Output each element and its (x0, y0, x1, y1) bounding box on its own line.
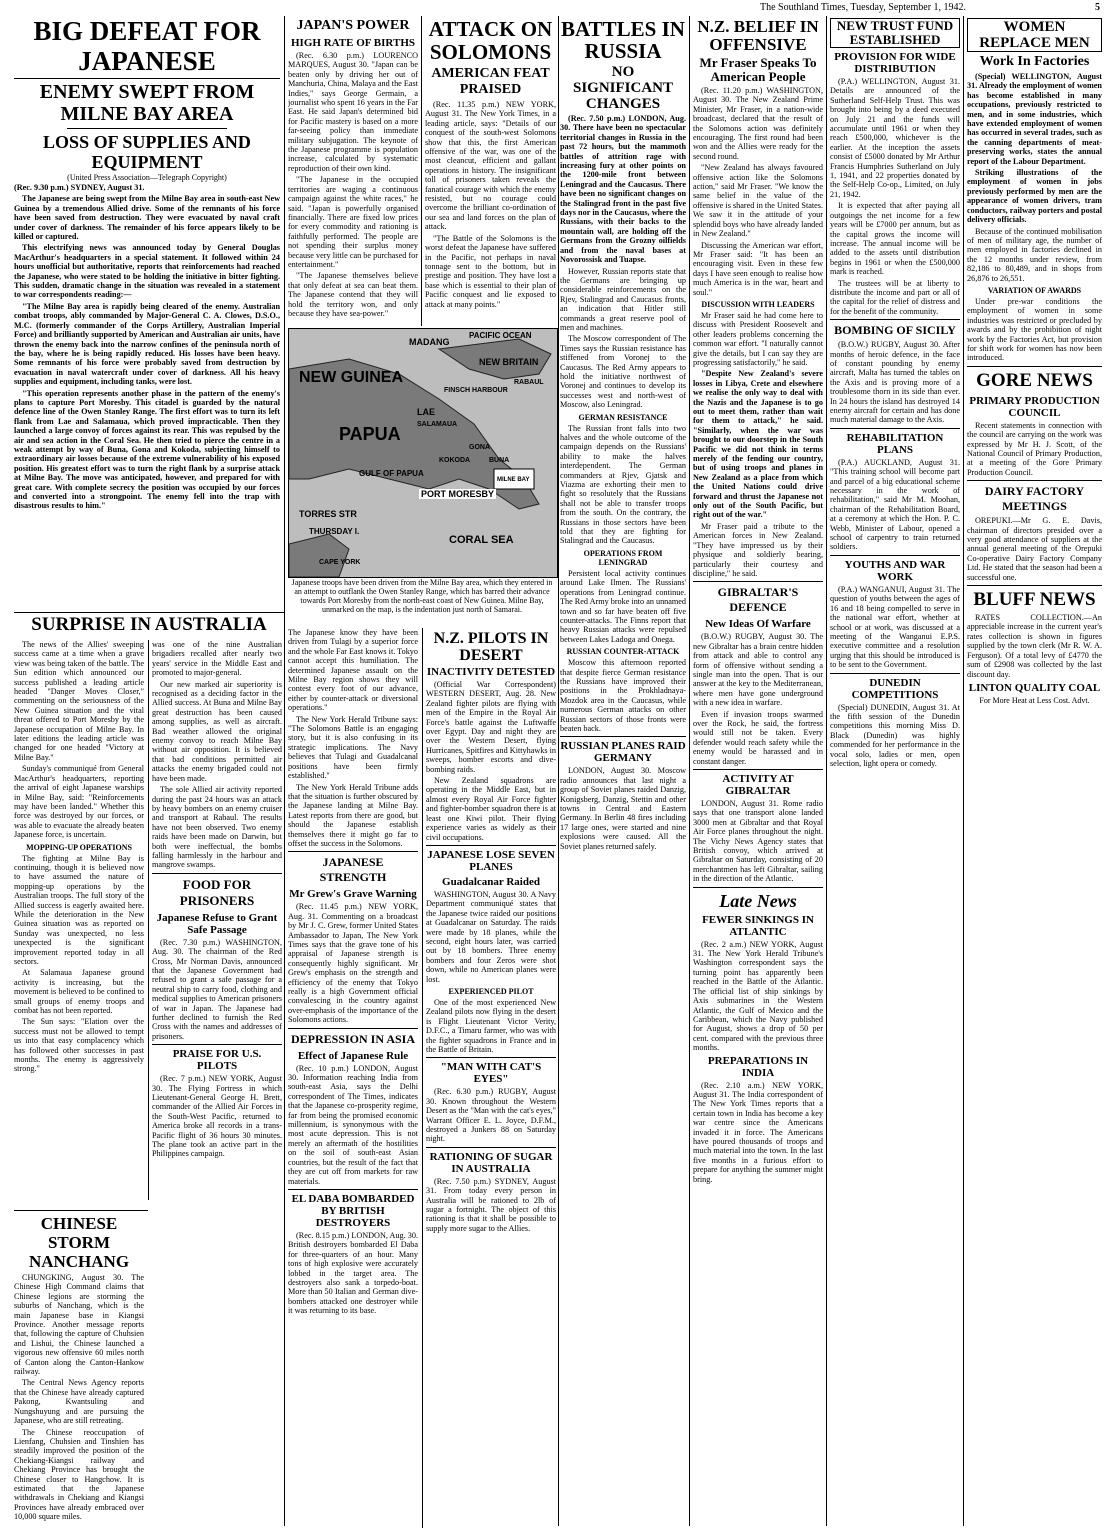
attack-paragraph: (Rec. 11.35 p.m.) NEW YORK, August 31. The New York Times, in a leading article, says: "Details of our conquest of the south-west Solomons show that this, the first American offensive of the war, was one of the most cleancut, efficient and gallant operations in history. The insignificant toll of prisoners taken reveals the fanatical courage with which the enemy resisted, but no courage could overcome the brilliant co-ordination of our sea and land forces on the plan of attack. (425, 100, 556, 232)
nz-pilots-headline: N.Z. PILOTS IN DESERT (433, 630, 549, 664)
lead-paragraph: "This operation represents another phase in the pattern of the enemy's plans to capture Port Moresby. This citadel is guarded by the natural defence line of the Owen Stanley Range. The first effort was to turn its left flank from Lae and Salamaua, which proved impracticable. Then they launched a large convoy of forces against its rear. This was repulsed by the air and sea action in the Coral Sea. He then tried to pierce the centre in a weak attempt by way of Buna, Gona and Kokoda, subjecting himself to extraordinary air losses because of the extreme vulnerability of his exposed position. His greatest effort was to turn the right flank by a surprise attack at Milne Bay. The move was anticipated, however, and prepared for with great care. With complete secrecy the position was occupied by our forces and converted into a strongpoint. The enemy fell into the trap with disastrous results to him." (14, 388, 280, 511)
nz-belief-headline: N.Z. BELIEF IN OFFENSIVE (697, 17, 819, 54)
solomons-paragraph: The Japanese know they have been driven from Tulagi by a superior force and the whole Far East knows it. Tokyo cannot accept this humiliation. The determined Japanese assault on the Milne Bay region shows they will contest every foot of our advance, either by counter-attack or diversional operations." (288, 628, 418, 713)
surprise-paragraph: The sole Allied air activity reported during the past 24 hours was an attack by heavy bombers on an enemy cruiser and transport at Rabaul. The results have not been observed. Two enemy raids have been made on Darwin, but both were ineffectual, the bombs falling harmlessly in the harbour and mangrove swamps. (152, 785, 282, 870)
map-label: PACIFIC OCEAN (469, 331, 532, 340)
trust-paragraph: It is expected that after paying all outgoings the net income for a few years will be £7000 per annum, but as the capital grows the income will increase. The annual income will be added to the assets until distribution begins in 1961 or when the £500,000 mark is reached. (830, 201, 960, 277)
subhead-mopping-up: MOPPING-UP OPERATIONS (26, 842, 132, 852)
nz-belief-paragraph: (Rec. 11.20 p.m.) WASHINGTON, August 30. The New Zealand Prime Minister, Mr Fraser, in a nation-wide broadcast, declared that the result of the Solomons action was definitely encouraging. The first round had been won and the Allies were ready for the second round. (693, 86, 823, 161)
trust-subheadline: PROVISION FOR WIDE DISTRIBUTION (834, 51, 956, 75)
surprise-col-b (152, 640, 282, 1290)
map-label: KOKODA (439, 457, 471, 464)
activity-headline: ACTIVITY AT GIBRALTAR (722, 773, 794, 797)
map-caption: Japanese troops have been driven from the Milne Bay area, which they entered in an attempt to outflank the Owen Stanley Range, which has barred their advance towards Port Moresby from the north-east coast of New Guinea. Milne Bay, unmarked on the map, is the indentation just north of Samarai. (291, 578, 553, 614)
col2-lower-left (288, 628, 418, 1526)
japanese-lose-paragraph: WASHINGTON, August 30. A Navy Department communiqué states that the Japanese twice raided our positions at Guadalcanar on Saturday. The raids were made by 18 planes, while the second, eight hours later, was carried out by 18 bombers. Three enemy bombers and four Zeros were shot down, while no American planes were lost. (426, 889, 556, 984)
preparations-headline: PREPARATIONS IN INDIA (707, 1054, 809, 1079)
cats-eyes-paragraph: (Rec. 6.30 p.m.) RUGBY, August 30. Known throughout the Western Desert as the "Man with the cat's eyes," Warrant Officer E. L. Joyce, D.F.M., destroyed a Junkers 88 on Saturday night. (426, 1087, 556, 1144)
trust-headline: NEW TRUST FUND ESTABLISHED (830, 18, 960, 48)
chinese-paragraph: CHUNGKING, August 30. The Chinese High Command claims that Chinese legions are storming the suburbs of Nanchang, which is the main Japanese base in Kiangsi Province. Another message reports that, following the capture of Chuhsien and Lishui, the Chinese launched a vigorous new offensive 60 miles north of Canton along the Canton-Hankow railway. (14, 1273, 144, 1377)
raid-headline: RUSSIAN PLANES RAID GERMANY (560, 740, 686, 765)
bombing-sicily-paragraph: (B.O.W.) RUGBY, August 30. After months of heroic defence, in the face of constant pounding by enemy aircraft, Malta has turned the tables on the Axis and is proving more of a troublesome thorn in its side than ever. In 24 hours the island has destroyed 14 enemy aircraft for certain and has done much material damage to the Axis. (830, 340, 960, 425)
women-replace-story (967, 16, 1102, 1526)
masthead (0, 2, 1114, 16)
chinese-headline: CHINESE STORM NANCHANG (28, 1214, 130, 1271)
nz-belief-subheadline: Mr Fraser Speaks To American People (699, 55, 817, 84)
solomons-story (425, 16, 556, 326)
dairy-paragraph: OREPUKI.—Mr G. E. Davis, chairman of directors presided over a very good attendance of suppliers at the annual general meeting of the Orepuki Co-operative Dairy Factory Company Ltd. He stated that the season had been a successful one. (967, 516, 1102, 582)
discussion-paragraph: Mr Fraser said he had come here to discuss with President Roosevelt and other leaders problems concerning the common war effort. "I naturally cannot give the details, but I can say they are progressing satisfactorily," he said. (693, 310, 823, 367)
strength-headline: JAPANESE STRENGTH (319, 855, 387, 885)
preparations-paragraph: (Rec. 2.10 a.m.) NEW YORK, August 31. The India correspondent of The New York Times reports that a certain town in India has become a key war centre since the Americans invaded it in force. The Americans have poured thousands of troops and much material into the town. In the last five months in a furious effort to prepare for anything the summer might bring. (693, 1080, 823, 1184)
surprise-paragraph: Sunday's communiqué from General MacArthur's headquarters, reporting the arrival of eight Japanese warships in Milne Bay, said: "Reinforcements may have been landed." Whether this force was destroyed by our forces, or was able to evacuate the already beaten Japanese force, is uncertain. (14, 764, 144, 840)
lead-paragraph: The Japanese are being swept from the Milne Bay area in south-east New Guinea by a tremendous Allied drive. Some of the remnants of his force have been saved from destruction. They were evacuated by naval craft under cover of darkness. The remainder of his force appears likely to be killed or captured. (14, 194, 280, 242)
el-daba-headline: EL DABA BOMBARDED BY BRITISH DESTROYERS (291, 1192, 415, 1229)
map-label: THURSDAY I. (309, 527, 360, 536)
map-label: TORRES STR (299, 509, 357, 519)
gibraltar-subheadline: New Ideas Of Warfare (705, 618, 811, 631)
surprise-paragraph: The fighting at Milne Bay is continuing, though it is believed now to have assumed the nature of mopping-up operations by the Australian troops. The full story of the Allied success is eagerly awaited here. While the deterioration in the New Guinea situation was as reported on Sunday was unexpected, no less unexpected is the significant improvement reported today in all sectors. (14, 853, 144, 966)
gore-subheadline: PRIMARY PRODUCTION COUNCIL (969, 394, 1100, 419)
power-headline: JAPAN'S POWER (296, 18, 410, 33)
youths-headline: YOUTHS AND WAR WORK (844, 558, 946, 583)
japanese-lose-subheadline: Guadalcanar Raided (442, 875, 540, 888)
nz-pilots-subheadline: INACTIVITY DETESTED (426, 666, 556, 678)
surprise-paragraph: At Salamaua Japanese ground activity is increasing, but the movement is believed to be confined to small groups of enemy troops and combat has not been reported. (14, 968, 144, 1016)
new-guinea-map (288, 328, 558, 578)
trust-paragraph: The trustees will be at liberty to distribute the income and part or all of the capital for the relief of distress and for the benefit of the community. (830, 278, 960, 316)
surprise-paragraph: The Sun says: "Elation over the success must not be allowed to tempt us into that easy complacency which has followed other successes in past months. The enemy is aggressively strong." (14, 1017, 144, 1074)
solomons-paragraph: The New York Herald Tribune says: "The Solomons Battle is an engaging story, but it is also confusing in its strategic implications. The Navy believes that Tulagi and Guadalcanal positions have been firmly established." (288, 714, 418, 781)
praise-headline: PRAISE FOR U.S. PILOTS (172, 1048, 262, 1073)
map-label: GONA (469, 444, 490, 451)
lead-dateline: (Rec. 9.30 p.m.) SYDNEY, August 31. (14, 183, 145, 192)
food-paragraph: (Rec. 7.30 p.m.) WASHINGTON, Aug. 30. The chairman of the Red Cross, Mr Norman Davis, announced that the Japanese Government had refused to grant a safe passage for a neutral ship to carry food, clothing and medical supplies to American prisoners of war in Japan. The Japanese had further declined to furnish the Red Cross with the names and addresses of prisoners. (152, 937, 282, 1041)
raid-paragraph: LONDON, August 30. Moscow radio announces that last night a group of Soviet planes raided Danzig, Konigsberg, Danzig, Stettin and other towns in Central and Eastern Germany. In Berlin 48 fires including 17 large ones, were started and nine explosions were caused. All the Soviet planes returned safely. (560, 766, 686, 851)
japan-power-story (288, 16, 418, 326)
power-paragraph: "The Japanese in the occupied territories are waging a continuous campaign against the white races," he said. "Japan is powerfully organised financially. There are fixed low prices for every commodity and rationing is faithfully performed. The people are not spending their surplus money because very little can be purchased for entertainment." (288, 175, 418, 269)
russia-story (560, 16, 686, 1526)
late-news-headline: Late News (719, 890, 797, 911)
depression-headline: DEPRESSION IN ASIA (290, 1031, 416, 1046)
youths-paragraph: (P.A.) WANGANUI, August 31. The question of youths between the ages of 16 and 18 being compelled to serve in the national war effort, whether at school or at work, was discussed at a meeting of the Wanganui E.P.S. executive committee and a resolution urging that this should be introduced is to be sent to the Government. (830, 584, 960, 670)
discussion-subhead: DISCUSSION WITH LEADERS (701, 299, 815, 309)
map-label: RABAUL (514, 379, 544, 386)
power-paragraph: "The Japanese themselves believe that only defeat at sea can beat them. The Japanese contend that they will hold the territory won, and only because they have sea-power." (288, 271, 418, 318)
battles-paragraph: The Moscow correspondent of The Times says the Russian resistance has stiffened from Voronej to the Caucasus. The Red Army appears to hold the initiative northwest of Voronej and continues to develop its successes west and north-west of Moscow, also Leningrad. (560, 334, 686, 410)
gore-news-headline: GORE NEWS (976, 369, 1093, 391)
leningrad-paragraph: Persistent local activity continues around Lake Ilmen. The Russians' operations from Leningrad continue. The Red Army broke into an unnamed town and so far have beaten off five counter-attacks. The Finns report that heavy Russian attacks were repulsed between Lakes Ladoga and Onega. (560, 568, 686, 644)
discussion-paragraph: Mr Fraser paid a tribute to the American forces in New Zealand. "They have impressed us by their physique and soldierly bearing, particularly their courtesy and discipline," he said. (693, 521, 823, 578)
experienced-subhead: EXPERIENCED PILOT (448, 986, 534, 996)
map-label: SALAMAUA (417, 421, 458, 428)
map-label: PORT MORESBY (421, 489, 495, 499)
map-label: NEW BRITAIN (479, 357, 539, 367)
women-paragraph: (Special) WELLINGTON, August 31. Already the employment of women has become established in many occupations, previously restricted to men, and in some industries, which have extended employment of women has occurred in several trades, such as the canning departments of meat-preserving works, states the annual report of the Labour Department. (967, 72, 1102, 166)
leningrad-subhead: OPERATIONS FROM LENINGRAD (583, 548, 663, 567)
resistance-paragraph: The Russian front falls into two halves and the whole outcome of the campaign depends on the Russians' ability to make the halves interdependent. The German commanders at Rjev, Gjatsk and Viazma are exhorting their men to fight so resolutely that the Russians shall not be able to transfer troops from the south. On the contrary, the Russians in those sectors have been told that they are fighting for Stalingrad and the Caucasus. (560, 423, 686, 546)
lead-paragraph: "The Milne Bay area is rapidly being cleared of the enemy. Australian combat troops, ably commanded by Major-General C. A. Clowes, D.S.O., M.C. (formerly commander of the Corps Artillery, Australian Imperial Force) and brilliantly supported by American and Australian air units, have thrown the enemy back into the narrow confines of the peninsula north of the bay, where he is being rapidly reduced. His losses have been heavy. Some remnants of his force were probably saved from destruction by evacuation in naval watercraft under cover of darkness. All his heavy supplies and equipment, including tanks, were lost. (14, 301, 280, 387)
counter-subhead: RUSSIAN COUNTER-ATTACK (566, 647, 680, 657)
attack-headline: ATTACK ON SOLOMONS (428, 17, 553, 64)
sugar-paragraph: (Rec. 7.50 p.m.) SYDNEY, August 31. From today every person in Australia will be rationed to 2lb of sugar a fortnight. The object of this rationing is that it shall be possible to supply more sugar to the Allies. (426, 1176, 556, 1233)
strength-subheadline: Mr Grew's Grave Warning (289, 888, 417, 901)
dunedin-paragraph: (Special) DUNEDIN, August 31. At the fifth session of the Dunedin competitions this morning Miss D. Black (Dunedin) was highly commended for her performance in the vocal solo, ladies or men, open selection, light opera or comedy. (830, 702, 960, 768)
lead-subheadline: ENEMY SWEPT FROM MILNE BAY AREA (39, 81, 255, 125)
experienced-paragraph: One of the most experienced New Zealand pilots now flying in the desert is Flight Lieutenant Victor Verity, D.F.C., a Timaru farmer, who was with the fighter squadrons in France and in the Battle of Britain. (426, 997, 556, 1054)
map-label: FINSCH HARBOUR (444, 387, 508, 394)
battles-paragraph: (Rec. 7.50 p.m.) LONDON, Aug. 30. There have been no spectacular territorial changes in Russia in the past 72 hours, but the mammoth battles of attrition rage with increasing fury at other points on the 1200-mile front between Leningrad and the Caucasus. There have been no significant changes on the Stalingrad front in the past five days nor in the Caucasus, where the Russians, with their backs to the mountain wall, are holding off the Germans from the Grozny oilfields and from the naval bases at Novorossisk and Tuapse. (560, 114, 686, 265)
surprise-headline: SURPRISE IN AUSTRALIA (31, 614, 267, 635)
nz-belief-paragraph: Discussing the American war effort, Mr Fraser said: "It has been an encouraging visit. Even in these few days I have seen enough to realise how much America is in the war, heart and soul." (693, 240, 823, 297)
fewer-sinkings-paragraph: (Rec. 2 a.m.) NEW YORK, August 31. The New York Herald Tribune's Washington correspondent says the turning point has apparently been reached in the Battle of the Atlantic. The official list of ship sinkings by Axis submarines in the Western Atlantic, the Gulf of Mexico and the Caribbean, which the Navy published for August, shows a drop of 50 per cent. compared with the previous three months. (693, 939, 823, 1053)
page-number: 5 (1095, 2, 1100, 13)
lead-paragraph: This electrifying news was announced today by General Douglas MacArthur's headquarters in a special statement. It followed within 24 hours unofficial but authoritative, reports that reinforcements had reached the Japanese, who were stated to be holding the initiative in bitter fighting. This sudden, dramatic change in the situation was revealed in a statement to war correspondents reading:— (14, 243, 280, 300)
map-label: BUNA (489, 457, 510, 464)
women-paragraph: Because of the continued mobilisation of men of military age, the number of men employed in factories declined in the 12 months under review, from 82,186 to 80,489, and in shops from 26,876 to 26,551. (967, 226, 1102, 283)
lead-headline: BIG DEFEAT FOR JAPANESE (33, 16, 261, 76)
gibraltar-paragraph: Even if invasion troops swarmed over the Rock, he said, the fortress would still not be taken. Every defender would reach safety while the enemy would be harassed and in constant danger. (693, 709, 823, 766)
dairy-headline: DAIRY FACTORY MEETINGS (984, 484, 1085, 514)
surprise-paragraph: The news of the Allies' sweeping success came at a time when a grave view was being taken of the battle. The Sun edition which announced our success published a leading article headed "Danger Moves Closer," commenting on the seriousness of the New Guinea situation and the vital threat offered to Port Moresby by the Japanese occupation of Milne Bay. In later editions the leading article was changed for one headed "Victory at Milne Bay." (14, 640, 144, 762)
nz-pilots-paragraph: New Zealand squadrons are operating in the Middle East, but in almost every Royal Air Force fighter and fighter-bomber squadron there is at least one Kiwi pilot. Their flying experience varies as widely as their civil occupations. (426, 776, 556, 842)
map-label: LAE (417, 407, 435, 417)
surprise-paragraph: was one of the nine Australian brigadiers recalled after nearly two years' service in the Middle East and promoted to major-general. (152, 640, 282, 678)
battles-subheadline: NO SIGNIFICANT CHANGES (572, 64, 674, 112)
food-headline: FOOD FOR PRISONERS (179, 876, 255, 908)
sugar-headline: RATIONING OF SUGAR IN AUSTRALIA (429, 1150, 553, 1175)
nz-belief-paragraph: "New Zealand has always favoured offensive action like the Solomons action," said Mr Fraser. "We know the same belief in the value of the offensive is shared in the United States. We saw it in the attitude of your splendid boys who have already landed in New Zealand." (693, 163, 823, 239)
advert-title: LINTON QUALITY COAL (968, 681, 1101, 694)
map-label: GULF OF PAPUA (359, 469, 424, 478)
women-subheadline: Work In Factories (979, 54, 1090, 69)
depression-paragraph: (Rec. 10 p.m.) LONDON, August 30. Information reaching India from south-east Asia, says the Delhi correspondent of The Times, indicates that the Japanese co-prosperity regime, far from being the promised economic millennium, is synonymous with the most acute depression. This is not merely an aftermath of the hostilities on the soil of south-east Asian countries, but the result of the fact that they are cut off from markets for raw materials. (288, 1063, 418, 1186)
praise-paragraph: (Rec. 7 p.m.) NEW YORK, August 30. The Flying Fortress in which Lieutenant-General George H. Brett, commander of the Allied Air Forces in the South-West Pacific, returned to America broke all records in a trans-Pacific flight of 36 hours 30 minutes. The plane took an active part in the Philippines campaign. (152, 1074, 282, 1159)
chinese-paragraph: The Central News Agency reports that the Chinese have already captured Pakong, Kwantsuling and Nungshuyung and are pursuing the Japanese, who are still retreating. (14, 1378, 144, 1426)
nz-belief-story (693, 16, 823, 1526)
power-subheadline: HIGH RATE OF BIRTHS (291, 37, 415, 49)
surprise-paragraph: Our new marked air superiority is recognised as a deciding factor in the Allied success. At Buna and Milne Bay great destruction has been caused among supplies, as well as aircraft. Bad weather allowed the original enemy convoy to reach Milne Bay without air opposition. It is believed that bad conditions permitted air attacks the enemy brigaded could not have been made. (152, 679, 282, 783)
fewer-sinkings-headline: FEWER SINKINGS IN ATLANTIC (702, 913, 814, 938)
cats-eyes-headline: "MAN WITH CAT'S EYES" (440, 1061, 542, 1086)
variation-paragraph: Under pre-war conditions the employment of women in some industries was restricted or precluded by awards and by the prohibition of night work by the Factories Act, but provision for shift work for women has now been introduced. (967, 296, 1102, 363)
rehabilitation-paragraph: (P.A.) AUCKLAND, August 31. "This training school will become part and parcel of a big educational scheme necessary in the work of rehabilitation," said Mr M. Moohan, chairman of the Rehabilitation Board, at a ceremony at which the Hon. P. C. Webb, Minister of Labour, opened a school of carpentry to train returned soldiers. (830, 457, 960, 552)
gore-paragraph: Recent statements in connection with the council are carrying on the work was expressed by Mr H. J. Scott, of the National Council of Primary Production, at a meeting of the Gore Primary Production Council. (967, 420, 1102, 477)
paper-title: The Southland Times, Tuesday, September 1, 1942. (760, 2, 967, 13)
battles-headline: BATTLES IN RUSSIA (561, 17, 685, 63)
lead-story (14, 16, 280, 606)
trust-fund-story (830, 16, 960, 1526)
activity-paragraph: LONDON, August 31. Rome radio says that one transport alone landed 3000 men at Gibraltar and that Royal Air Force planes throughout the night. The Vichy News Agency states that British convoy, which arrived at Gibraltar on Saturday, consisting of 20 merchantmen has left Gibraltar, sailing in the direction of the Atlantic. (693, 799, 823, 884)
discussion-paragraph: "Despite New Zealand's severe losses in Libya, Crete and elsewhere we realise the only way to deal with the Nazis and the Japanese is to go out to meet them, rather than wait for them to attack," he said. "Similarly, when the war was brought to our doorstep in the South Pacific we did not think in terms merely of the fending our country, but of using troops and planes in New Zealand as a place from which the United Nations could drive forward and thrust the Japanese not only out of the South Pacific, but right out of the war." (693, 369, 823, 520)
food-subheadline: Japanese Refuse to Grant Safe Passage (156, 911, 278, 936)
depression-subheadline: Effect of Japanese Rule (297, 1049, 409, 1062)
map-label: MILNE BAY (497, 477, 530, 483)
battles-paragraph: However, Russian reports state that the Germans are bringing up considerable reinforcements on the Rjev, Stalingrad and Caucasus fronts, an indication that Hitler still commands a great reserve pool of men and machines. (560, 266, 686, 332)
resistance-subhead: GERMAN RESISTANCE (578, 412, 668, 422)
lead-deck: LOSS OF SUPPLIES AND EQUIPMENT (43, 132, 251, 172)
bombing-sicily-headline: BOMBING OF SICILY (834, 323, 956, 338)
map-label: CAPE YORK (319, 559, 361, 566)
el-daba-paragraph: (Rec. 8.15 p.m.) LONDON, Aug. 30. British destroyers bombarded El Daba for three-quarters of an hour. Many tons of high explosive were accurately lobbed in the target area. The destroyers also sank a torpedo-boat. More than 50 Italian and German dive-bombers attacked one destroyer while it was returning to its base. (288, 1230, 418, 1316)
map-label: NEW GUINEA (299, 369, 403, 386)
attack-paragraph: "The Battle of the Solomons is the worst defeat the Japanese have suffered in the Pacific, not perhaps in naval tonnage sent to the bottom, but in prestige and position. They have lost a base which is essential to their plan of Pacific conquest and lie exposed to attack at many points." (425, 233, 556, 309)
advert-subtitle: For More Heat at Less Cost. Advt. (979, 695, 1090, 705)
rehabilitation-headline: REHABILITATION PLANS (846, 431, 944, 456)
variation-subhead: VARIATION OF AWARDS (987, 285, 1082, 295)
bluff-paragraph: RATES COLLECTION.—An appreciable increase in the current year's rates collection is shown in figures supplied by the town clerk (Mr R. W. A. Ferguson). Of a total levy of £4770 the sum of £2908 was collected by the last discount day. (967, 613, 1102, 679)
map-label: PAPUA (339, 424, 401, 444)
lead-credit: (United Press Association—Telegraph Copyright) (67, 173, 227, 182)
women-headline: WOMEN REPLACE MEN (967, 18, 1102, 52)
map-label: CORAL SEA (449, 534, 514, 546)
strength-paragraph: (Rec. 11.45 p.m.) NEW YORK, Aug. 31. Commenting on a broadcast by Mr J. C. Grew, former United States Ambassador to Japan, The New York Times says that the grave tone of his appraisal of Japanese strength is consequently highly significant. Mr Grew's emphasis on the strength and efficiency of the enemy that Tokyo really is a high Government official convalescing in the country against over-emphasis of the importance of the Solomons actions. (288, 902, 418, 1025)
counter-paragraph: Moscow this afternoon reported that despite fierce German resistance the Russians have improved their positions in the Prokhladnaya-Mozdok area in the Caucasus, while numerous German attacks on other Russian sectors of those fronts were beaten back. (560, 658, 686, 733)
gibraltar-paragraph: (B.O.W.) RUGBY, August 30. The new Gibraltar has a brain centre hidden from attack and able to control any form of offensive without sending a single man into the open. That is our answer at the key to the Mediterranean, where men have gone underground with a new idea in warfare. (693, 632, 823, 708)
power-paragraph: (Rec. 6.30 p.m.) LOURENCO MARQUES, August 30. "Japan can be beaten only by driving her out of Manchuria, China, Malaya and the East Indies," says George Germain, a journalist who spent 16 years in the Far East. He said Japan's determined bid for Pacific mastery is based on a more far-seeing policy than immediate military subjugation. The keynote of the Japanese programme is population increase, calculated by systematic reproduction of their own kind. (288, 51, 418, 173)
attack-subheadline: AMERICAN FEAT PRAISED (431, 66, 550, 97)
chinese-story (14, 1212, 144, 1524)
nz-pilots-paragraph: (Official War Correspondent) WESTERN DESERT, Aug. 28. New Zealand fighter pilots are flying with men of the Empire in the Royal Air Force's battle against the Luftwaffe over Egypt. Day and night they are over the Western Desert, flying Hurricanes, Spitfires and Kittyhawks in sweeps, bomber escorts and dive-bombing raids. (426, 680, 556, 774)
gibraltar-headline: GIBRALTAR'S DEFENCE (717, 585, 799, 615)
women-paragraph: Striking illustrations of the employment of women in jobs previously performed by men are the appearance of women drivers, tram conductors, railway porters and postal delivery officials. (967, 168, 1102, 225)
japanese-lose-headline: JAPANESE LOSE SEVEN PLANES (427, 848, 555, 873)
chinese-paragraph: The Chinese reoccupation of Lienfang, Chuhsien and Tinshien has steadily improved the position of the Chekiang-Kiangsi railway and Chekiang Province has brought the Chinese closer to Hangchow. It is estimated that the Japanese withdrawals in Chekiang and Kiangsi Provinces have already embraced over 10,000 square miles. (14, 1427, 144, 1522)
dunedin-headline: DUNEDIN COMPETITIONS (851, 676, 939, 701)
nz-pilots-story (426, 628, 556, 1526)
trust-paragraph: (P.A.) WELLINGTON, August 31. Details are announced of the Sutherland Self-Help Trust. This was brought into being by a deed executed on July 21 and the funds will accumulate until 1961 or when they reach £500,000, whichever is the earlier. At the inception the assets consist of £5000 donated by Mr Arthur Francis Humphries Sutherland on July 1, 1941, and 22 properties donated by the Self-Help Co-op., Limited, on July 21, 1942. (830, 77, 960, 199)
bluff-news-headline: BLUFF NEWS (973, 589, 1096, 611)
solomons-paragraph: The New York Herald Tribune adds that the situation is further obscured by the Japanese landing at Milne Bay. Latest reports from there are good, but should the Japanese establish themselves there it might go far to offset the success in the Solomons. (288, 782, 418, 848)
map-label: MADANG (409, 337, 450, 347)
